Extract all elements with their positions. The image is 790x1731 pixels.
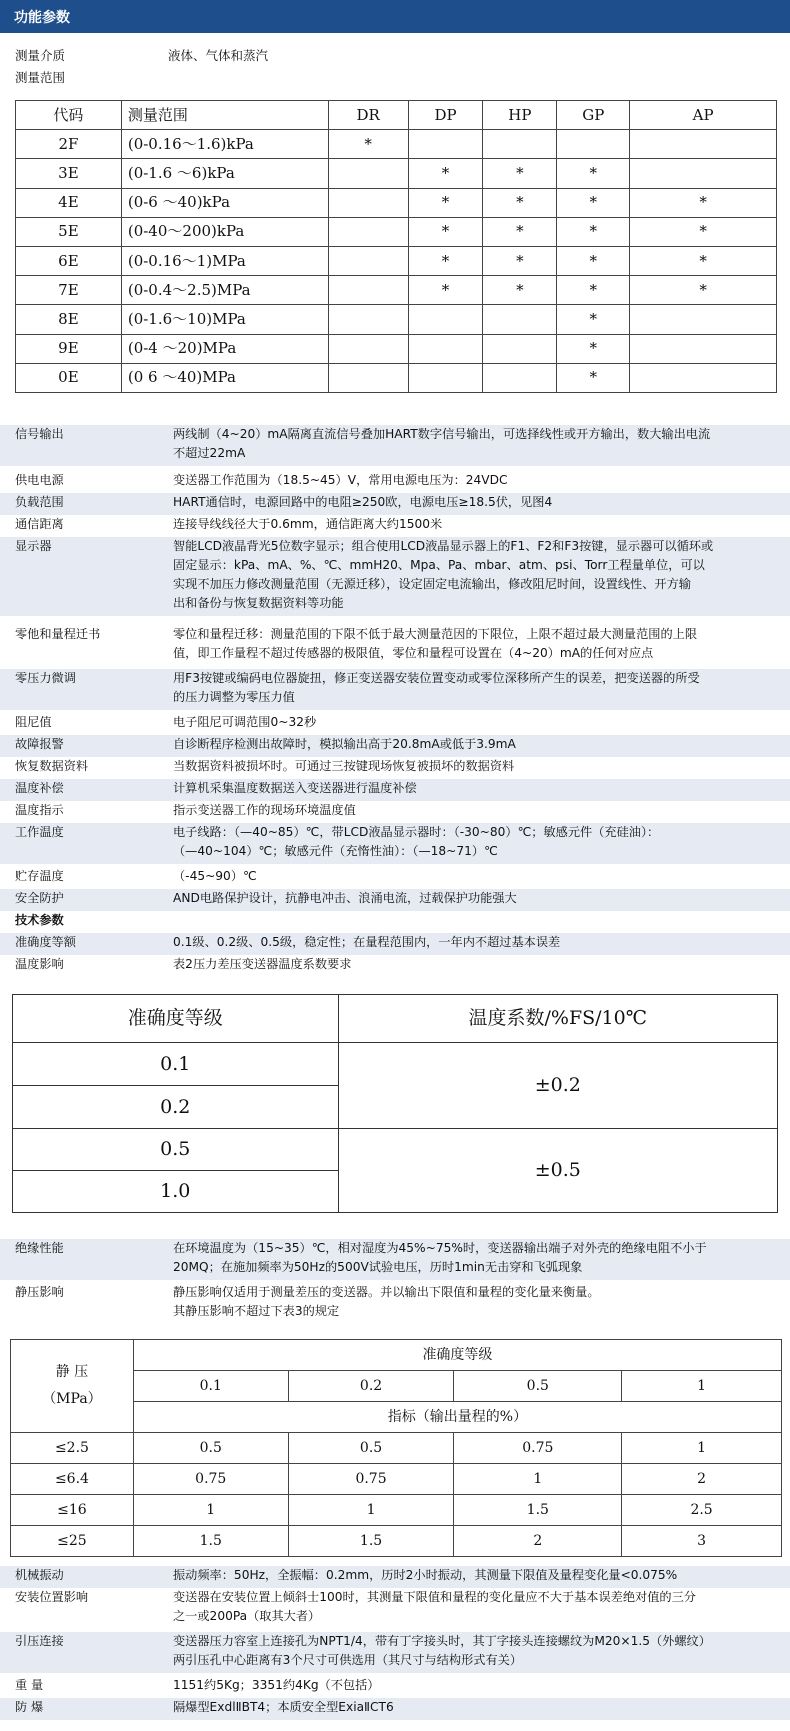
spec-row bbox=[0, 823, 790, 864]
range-table-header: HP bbox=[483, 101, 557, 130]
pressure-limit-cell: ≤2.5 bbox=[11, 1433, 134, 1464]
pressure-index-cell: 1 bbox=[622, 1433, 782, 1464]
spec-label: 零他和量程迁书 bbox=[15, 627, 101, 641]
range-mark-cell: * bbox=[630, 246, 777, 275]
range-value-cell: (0-6 ～40)kPa bbox=[121, 188, 328, 217]
spec-row bbox=[0, 1588, 790, 1629]
pressure-index-cell: 1.5 bbox=[288, 1526, 454, 1557]
spec-label: 通信距离 bbox=[15, 517, 64, 531]
spec-value: 在环境温度为（15~35）℃，相对湿度为45%~75%时，变送器输出端子对外壳的绝缘电阻不小于 20MQ；在施加频率为50Hz的500V试验电压，历时1min无击穿和飞弧现象 bbox=[173, 1241, 707, 1274]
static-pressure-rowhead bbox=[11, 1340, 134, 1433]
measurement-range-table bbox=[15, 100, 777, 393]
spec-row bbox=[0, 425, 790, 466]
rowhead-bottom: （MPa） bbox=[42, 1391, 102, 1407]
spec-value: 指示变送器工作的现场环境温度值 bbox=[173, 803, 356, 817]
range-table-row bbox=[16, 276, 777, 305]
range-code-cell: 4E bbox=[16, 188, 122, 217]
range-mark-cell: * bbox=[483, 188, 557, 217]
range-mark-cell: * bbox=[408, 217, 483, 246]
index-header: 指标（输出量程的%） bbox=[133, 1402, 781, 1433]
pressure-limit-cell: ≤6.4 bbox=[11, 1464, 134, 1495]
range-table-row bbox=[16, 217, 777, 246]
range-table-row bbox=[16, 246, 777, 275]
range-mark-cell: * bbox=[557, 188, 630, 217]
medium-label: 测量介质 bbox=[15, 48, 66, 63]
range-mark-cell: * bbox=[328, 130, 408, 159]
range-mark-cell: * bbox=[630, 276, 777, 305]
spec-label: 零压力微调 bbox=[15, 671, 76, 685]
spec-label: 贮存温度 bbox=[15, 869, 64, 883]
range-mark-cell: * bbox=[408, 246, 483, 275]
pressure-index-cell: 0.5 bbox=[288, 1433, 454, 1464]
spec-value: 0.1级、0.2级、0.5级，稳定性；在量程范围内，一年内不超过基本误差 bbox=[173, 935, 561, 949]
range-mark-cell bbox=[328, 276, 408, 305]
pressure-row bbox=[11, 1526, 782, 1557]
spec-label: 机械振动 bbox=[15, 1568, 64, 1582]
spec-label: 恢复数据资料 bbox=[15, 759, 89, 773]
spec-label: 重 量 bbox=[15, 1678, 44, 1692]
pressure-index-cell: 1.5 bbox=[454, 1495, 622, 1526]
range-mark-cell bbox=[557, 130, 630, 159]
grade-cell: 0.5 bbox=[13, 1129, 339, 1171]
range-mark-cell bbox=[630, 363, 777, 392]
pressure-index-cell: 2 bbox=[622, 1464, 782, 1495]
range-mark-cell: * bbox=[483, 276, 557, 305]
section-header bbox=[0, 0, 790, 33]
range-mark-cell bbox=[328, 363, 408, 392]
spec-value: 振动频率：50Hz，全振幅：0.2mm，历时2小时振动，其测量下限值及量程变化量<0.075% bbox=[173, 1568, 678, 1582]
range-mark-cell bbox=[630, 305, 777, 334]
spec-value: 用F3按键或编码电位器旋扭，修正变送器安装位置变动或零位深移所产生的误差，把变送器的所受 的压力调整为零压力值 bbox=[173, 671, 700, 704]
grade-header: 0.5 bbox=[454, 1371, 622, 1402]
static-pressure-table bbox=[10, 1339, 782, 1557]
range-value-cell: (0-1.6～10)MPa bbox=[121, 305, 328, 334]
range-table-header: 代码 bbox=[16, 101, 122, 130]
spec-row bbox=[0, 867, 790, 889]
range-mark-cell bbox=[483, 305, 557, 334]
spec-row bbox=[0, 537, 790, 616]
medium-value: 液体、气体和蒸汽 bbox=[168, 48, 269, 63]
range-mark-cell: * bbox=[483, 159, 557, 188]
range-mark-cell bbox=[328, 246, 408, 275]
range-mark-cell: * bbox=[630, 217, 777, 246]
range-mark-cell bbox=[408, 305, 483, 334]
pressure-limit-cell: ≤16 bbox=[11, 1495, 134, 1526]
spec-label: 阻尼值 bbox=[15, 715, 52, 729]
range-mark-cell bbox=[408, 130, 483, 159]
range-code-cell: 9E bbox=[16, 334, 122, 363]
grade-header: 0.1 bbox=[133, 1371, 288, 1402]
range-code-cell: 7E bbox=[16, 276, 122, 305]
spec-row bbox=[0, 955, 790, 977]
spec-label: 供电电源 bbox=[15, 473, 64, 487]
spec-row bbox=[0, 757, 790, 779]
spec-label: 温度指示 bbox=[15, 803, 64, 817]
range-mark-cell bbox=[630, 130, 777, 159]
range-value-cell: (0-0.16～1)MPa bbox=[121, 246, 328, 275]
spec-value: HART通信时，电源回路中的电阻≥250欧，电源电压≥18.5伏，见图4 bbox=[173, 495, 553, 509]
grade-cell: 0.2 bbox=[13, 1086, 339, 1129]
rowhead-top: 静 压 bbox=[55, 1364, 89, 1381]
range-mark-cell bbox=[483, 130, 557, 159]
spec-row bbox=[0, 1239, 790, 1280]
range-value-cell: (0-0.4～2.5)MPa bbox=[121, 276, 328, 305]
spec-value: 隔爆型ExdlⅡBT4；本质安全型ExiaⅡCT6 bbox=[173, 1700, 394, 1714]
grade-cell: 1.0 bbox=[13, 1171, 339, 1213]
range-value-cell: (0-1.6 ～6)kPa bbox=[121, 159, 328, 188]
spec-label: 信号输出 bbox=[15, 427, 64, 441]
range-mark-cell bbox=[630, 334, 777, 363]
spec-label: 显示器 bbox=[15, 539, 52, 553]
spec-value: AND电路保护设计，抗静电冲击、浪涌电流，过载保护功能强大 bbox=[173, 891, 517, 905]
spec-label: 安全防护 bbox=[15, 891, 64, 905]
range-mark-cell: * bbox=[557, 334, 630, 363]
range-mark-cell: * bbox=[483, 217, 557, 246]
range-table-row bbox=[16, 305, 777, 334]
pressure-index-cell: 0.5 bbox=[133, 1433, 288, 1464]
range-code-cell: 0E bbox=[16, 363, 122, 392]
accuracy-grade-header: 准确度等级 bbox=[13, 995, 339, 1043]
spec-value: 电子阻尼可调范围0~32秒 bbox=[173, 715, 317, 729]
grade-cell: 0.1 bbox=[13, 1043, 339, 1086]
spec-row bbox=[0, 1632, 790, 1673]
range-mark-cell: * bbox=[557, 305, 630, 334]
spec-row bbox=[0, 471, 790, 493]
pressure-index-cell: 1.5 bbox=[133, 1526, 288, 1557]
range-value-cell: (0-40～200)kPa bbox=[121, 217, 328, 246]
spec-label: 绝缘性能 bbox=[15, 1241, 64, 1255]
spec-row bbox=[0, 911, 790, 933]
range-mark-cell bbox=[328, 305, 408, 334]
coef-cell: ±0.2 bbox=[338, 1043, 777, 1129]
spec-row bbox=[0, 493, 790, 515]
spec-label: 负载范围 bbox=[15, 495, 64, 509]
pressure-index-cell: 1 bbox=[454, 1464, 622, 1495]
grade-header: 0.2 bbox=[288, 1371, 454, 1402]
pressure-limit-cell: ≤25 bbox=[11, 1526, 134, 1557]
spec-value: 静压影响仅适用于测量差压的变送器。并以输出下限值和量程的变化量来衡量。 其静压影响不超过下表3的规定 bbox=[173, 1285, 600, 1318]
spec-value: 1151约5Kg；3351约4Kg（不包括） bbox=[173, 1678, 380, 1692]
spec-label: 准确度等额 bbox=[15, 935, 76, 949]
range-mark-cell: * bbox=[557, 363, 630, 392]
range-table-row bbox=[16, 159, 777, 188]
range-mark-cell: * bbox=[557, 276, 630, 305]
range-mark-cell bbox=[328, 217, 408, 246]
range-mark-cell: * bbox=[630, 188, 777, 217]
range-mark-cell: * bbox=[483, 246, 557, 275]
spec-value: 当数据资料被损坏时。可通过三按键现场恢复被损坏的数据资料 bbox=[173, 759, 515, 773]
spec-row bbox=[0, 1698, 790, 1720]
pressure-index-cell: 3 bbox=[622, 1526, 782, 1557]
spec-row bbox=[0, 889, 790, 911]
range-table-header: AP bbox=[630, 101, 777, 130]
range-table-row bbox=[16, 130, 777, 159]
temp-coef-header: 温度系数/%FS/10℃ bbox=[338, 995, 777, 1043]
spec-row bbox=[0, 515, 790, 537]
spec-value: 两线制（4~20）mA隔离直流信号叠加HART数字信号输出，可选择线性或开方输出，数大输出电流 不超过22mA bbox=[173, 427, 711, 460]
spec-row bbox=[0, 801, 790, 823]
range-table-row bbox=[16, 363, 777, 392]
coef-cell: ±0.5 bbox=[338, 1129, 777, 1213]
spec-row bbox=[0, 713, 790, 735]
range-table-header: GP bbox=[557, 101, 630, 130]
spec-label: 故障报警 bbox=[15, 737, 64, 751]
range-code-cell: 2F bbox=[16, 130, 122, 159]
pressure-index-cell: 0.75 bbox=[133, 1464, 288, 1495]
spec-value: 变送器压力容室上连接孔为NPT1/4，带有丁字接头时，其丁字接头连接螺纹为M20×1.5（外螺纹） 两引压孔中心距离有3个尺寸可供选用（其尺寸与结构形式有关） bbox=[173, 1634, 711, 1667]
spec-value: （-45~90）℃ bbox=[173, 869, 257, 883]
range-code-cell: 8E bbox=[16, 305, 122, 334]
range-mark-cell: * bbox=[557, 217, 630, 246]
range-mark-cell: * bbox=[557, 246, 630, 275]
range-mark-cell: * bbox=[408, 188, 483, 217]
spec-value: 智能LCD液晶背光5位数字显示；组合使用LCD液晶显示器上的F1、F2和F3按键，显示器可以循环或 固定显示：kPa、mA、%、℃、mmH20、Mpa、Pa、mbar、atm、psi、Torr工程量单位，可以 实现不加压力修改测量范围（无源迁移），设定固定电流输出，修改阻尼时间，设置线性、开方输 出和备份与恢复数据资料等功能 bbox=[173, 539, 714, 610]
spec-value: 计算机采集温度数据送入变送器进行温度补偿 bbox=[173, 781, 417, 795]
pressure-row bbox=[11, 1464, 782, 1495]
spec-row bbox=[0, 779, 790, 801]
spec-value: 变送器在安装位置上倾斜士100时，其测量下限值和量程的变化量应不大于基本误差绝对值的三分 之一或200Pa（取其大者） bbox=[173, 1590, 696, 1623]
section-title: 功能参数 bbox=[14, 10, 70, 26]
spec-row bbox=[0, 625, 790, 666]
spec-label: 温度补偿 bbox=[15, 781, 64, 795]
range-mark-cell bbox=[328, 159, 408, 188]
range-mark-cell bbox=[408, 363, 483, 392]
spec-label: 工作温度 bbox=[15, 825, 64, 839]
spec-value: 表2压力差压变送器温度系数要求 bbox=[173, 957, 352, 971]
range-mark-cell: * bbox=[557, 159, 630, 188]
spec-label: 引压连接 bbox=[15, 1634, 64, 1648]
spec-row bbox=[0, 1566, 790, 1588]
pressure-index-cell: 1 bbox=[288, 1495, 454, 1526]
spec-row bbox=[0, 1283, 790, 1324]
range-code-cell: 3E bbox=[16, 159, 122, 188]
range-label: 测量范围 bbox=[15, 70, 66, 85]
range-code-cell: 6E bbox=[16, 246, 122, 275]
range-value-cell: (0 6 ～40)MPa bbox=[121, 363, 328, 392]
range-mark-cell bbox=[630, 159, 777, 188]
spec-label: 防 爆 bbox=[15, 1700, 44, 1714]
range-mark-cell bbox=[483, 334, 557, 363]
range-mark-cell bbox=[408, 334, 483, 363]
spec-row bbox=[0, 1676, 790, 1698]
spec-label: 温度影响 bbox=[15, 957, 64, 971]
temperature-coefficient-table bbox=[12, 994, 778, 1213]
range-table-row bbox=[16, 188, 777, 217]
pressure-index-cell: 0.75 bbox=[288, 1464, 454, 1495]
spec-label: 安装位置影响 bbox=[15, 1590, 89, 1604]
range-table-header: DR bbox=[328, 101, 408, 130]
spec-row bbox=[0, 669, 790, 710]
spec-row bbox=[0, 933, 790, 955]
spec-value: 零位和量程迁移：测量范围的下限不低于最大测量范因的下限位，上限不超过最大测量范围的上限 值，即工作量程不超过传感器的极限值，零位和量程可设置在（4~20）mA的任何对应点 bbox=[173, 627, 698, 660]
spec-label: 静压影响 bbox=[15, 1285, 64, 1299]
spec-value: 自诊断程序检测出故障时，模拟输出高于20.8mA或低于3.9mA bbox=[173, 737, 516, 751]
spec-value: 电子线路：（—40~85）℃，带LCD液晶显示器时：（-30~80）℃；敏感元件（充硅油）： （—40~104）℃；敏感元件（充惰性油）：（—18~71）℃ bbox=[173, 825, 660, 858]
spec-label: 技术参数 bbox=[15, 913, 64, 927]
spec-value: 连接导线线径大于0.6mm，通信距离大约1500米 bbox=[173, 517, 443, 531]
range-mark-cell bbox=[483, 363, 557, 392]
range-table-row bbox=[16, 334, 777, 363]
pressure-row bbox=[11, 1495, 782, 1526]
pressure-index-cell: 1 bbox=[133, 1495, 288, 1526]
pressure-index-cell: 2 bbox=[454, 1526, 622, 1557]
spec-value: 变送器工作范围为（18.5~45）V，常用电源电压为：24VDC bbox=[173, 473, 508, 487]
pressure-row bbox=[11, 1433, 782, 1464]
range-mark-cell bbox=[328, 334, 408, 363]
pressure-index-cell: 2.5 bbox=[622, 1495, 782, 1526]
range-value-cell: (0-4 ～20)MPa bbox=[121, 334, 328, 363]
grade-header: 1 bbox=[622, 1371, 782, 1402]
pressure-index-cell: 0.75 bbox=[454, 1433, 622, 1464]
range-value-cell: (0-0.16～1.6)kPa bbox=[121, 130, 328, 159]
spec-row bbox=[0, 735, 790, 757]
range-table-header: 测量范围 bbox=[121, 101, 328, 130]
range-mark-cell: * bbox=[408, 159, 483, 188]
range-mark-cell: * bbox=[408, 276, 483, 305]
range-table-header: DP bbox=[408, 101, 483, 130]
accuracy-group-header: 准确度等级 bbox=[133, 1340, 781, 1371]
range-mark-cell bbox=[328, 188, 408, 217]
range-code-cell: 5E bbox=[16, 217, 122, 246]
